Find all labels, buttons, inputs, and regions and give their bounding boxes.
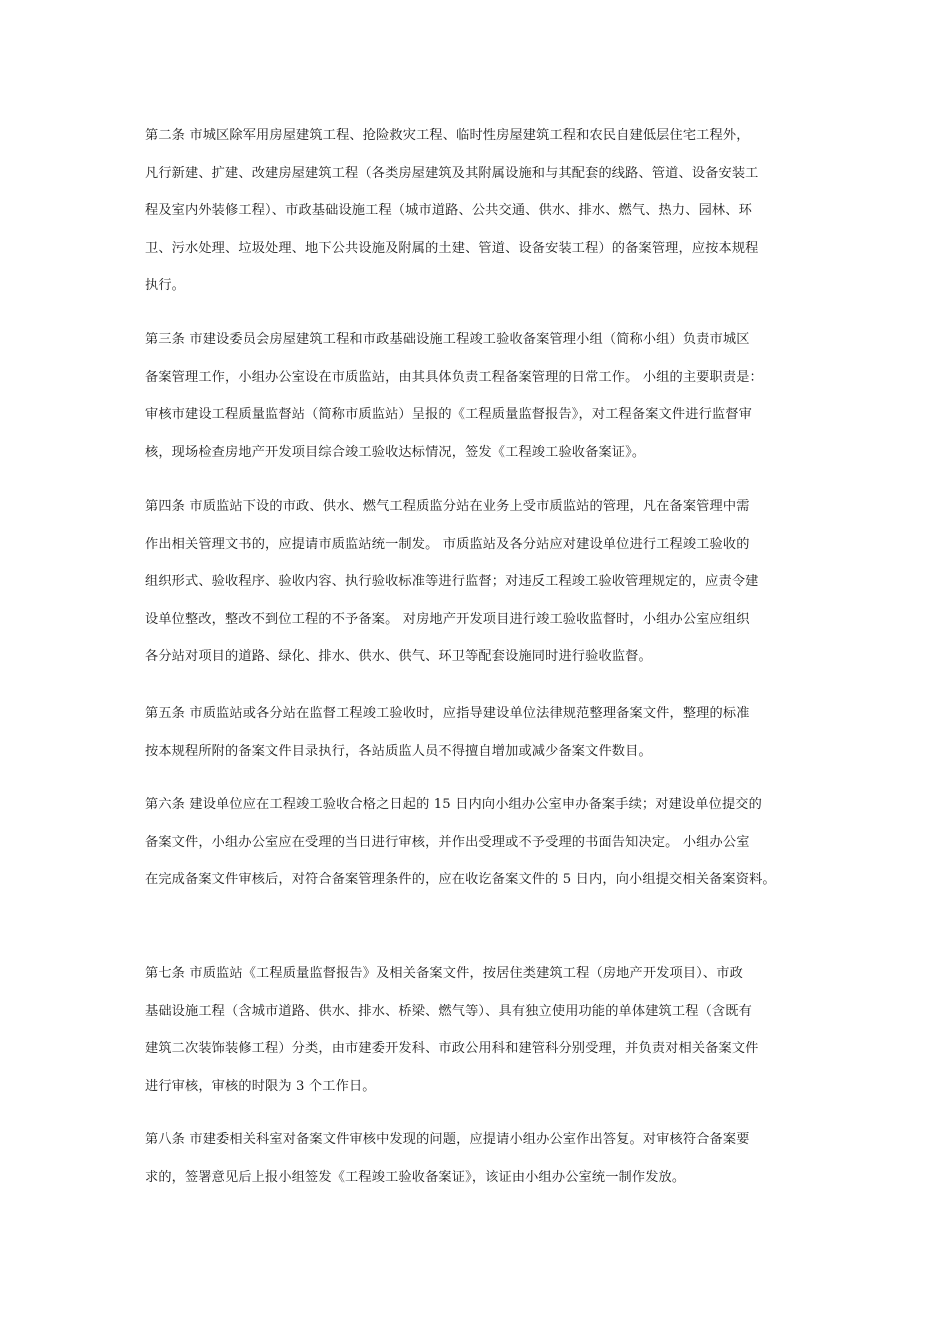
article-line: 在完成备案文件审核后，对符合备案管理条件的，应在收讫备案文件的 5 日内，向小组提交相关备案资料。 [145,872,776,887]
article-line: 第六条 建设单位应在工程竣工验收合格之日起的 15 日内向小组办公室申办备案手续；对建设单位提交的 [145,797,762,812]
article-line: 第四条 市质监站下设的市政、供水、燃气工程质监分站在业务上受市质监站的管理，凡在备案管理中需 [145,499,750,514]
article-line: 组织形式、验收程序、验收内容、执行验收标准等进行监督；对违反工程竣工验收管理规定的，应责令建 [145,574,759,589]
article-6 [145,795,835,908]
article-line: 卫、污水处理、垃圾处理、地下公共设施及附属的土建、管道、设备安装工程）的备案管理，应按本规程 [145,240,759,256]
article-line: 审核市建设工程质量监督站（简称市质监站）呈报的《工程质量监督报告》，对工程备案文件进行监督审 [145,407,752,422]
article-8 [145,1130,835,1205]
article-line: 建筑二次装饰装修工程）分类，由市建委开发科、市政公用科和建管科分别受理，并负责对相关备案文件 [145,1041,759,1056]
article-line: 设单位整改，整改不到位工程的不予备案。 对房地产开发项目进行竣工验收监督时，小组办公室应组织 [145,611,750,627]
article-2 [145,126,835,314]
article-line: 第五条 市质监站或各分站在监督工程竣工验收时，应指导建设单位法律规范整理备案文件，整理的标准 [145,706,750,721]
article-line: 作出相关管理文书的，应提请市质监站统一制发。 市质监站及各分站应对建设单位进行工程竣工验收的 [145,536,750,552]
article-line: 第八条 市建委相关科室对备案文件审核中发现的问题，应提请小组办公室作出答复。对审核符合备案要 [145,1132,750,1147]
article-line: 进行审核，审核的时限为 3 个工作日。 [145,1078,376,1094]
article-line: 核，现场检查房地产开发项目综合竣工验收达标情况，签发《工程竣工验收备案证》。 [145,444,646,460]
article-line: 第二条 市城区除军用房屋建筑工程、抢险救灾工程、临时性房屋建筑工程和农民自建低层住宅工程外， [145,128,750,143]
article-line: 备案文件，小组办公室应在受理的当日进行审核，并作出受理或不予受理的书面告知决定。 小组办公室 [145,834,750,850]
article-line: 程及室内外装修工程）、市政基础设施工程（城市道路、公共交通、供水、排水、燃气、热力、园林、环 [145,203,752,218]
article-line: 凡行新建、扩建、改建房屋建筑工程（各类房屋建筑及其附属设施和与其配套的线路、管道、设备安装工 [145,165,759,181]
article-line: 基础设施工程（含城市道路、供水、排水、桥梁、燃气等）、具有独立使用功能的单体建筑工程（含既有 [145,1003,752,1019]
article-4 [145,497,835,685]
article-line: 各分站对项目的道路、绿化、排水、供水、供气、环卫等配套设施同时进行验收监督。 [145,649,652,664]
article-3 [145,330,835,480]
article-7 [145,964,835,1114]
article-line: 求的，签署意见后上报小组签发《工程竣工验收备案证》，该证由小组办公室统一制作发放。 [145,1169,686,1185]
article-line: 第七条 市质监站《工程质量监督报告》及相关备案文件，按居住类建筑工程（房地产开发项目）、市政 [145,966,743,981]
article-line: 备案管理工作，小组办公室设在市质监站，由其具体负责工程备案管理的日常工作。 小组的主要职责是： [145,369,763,385]
article-line: 第三条 市建设委员会房屋建筑工程和市政基础设施工程竣工验收备案管理小组（简称小组）负责市城区 [145,332,750,347]
article-line: 执行。 [145,278,186,293]
article-line: 按本规程所附的备案文件目录执行，各站质监人员不得擅自增加或减少备案文件数目。 [145,743,652,759]
article-5 [145,704,835,779]
